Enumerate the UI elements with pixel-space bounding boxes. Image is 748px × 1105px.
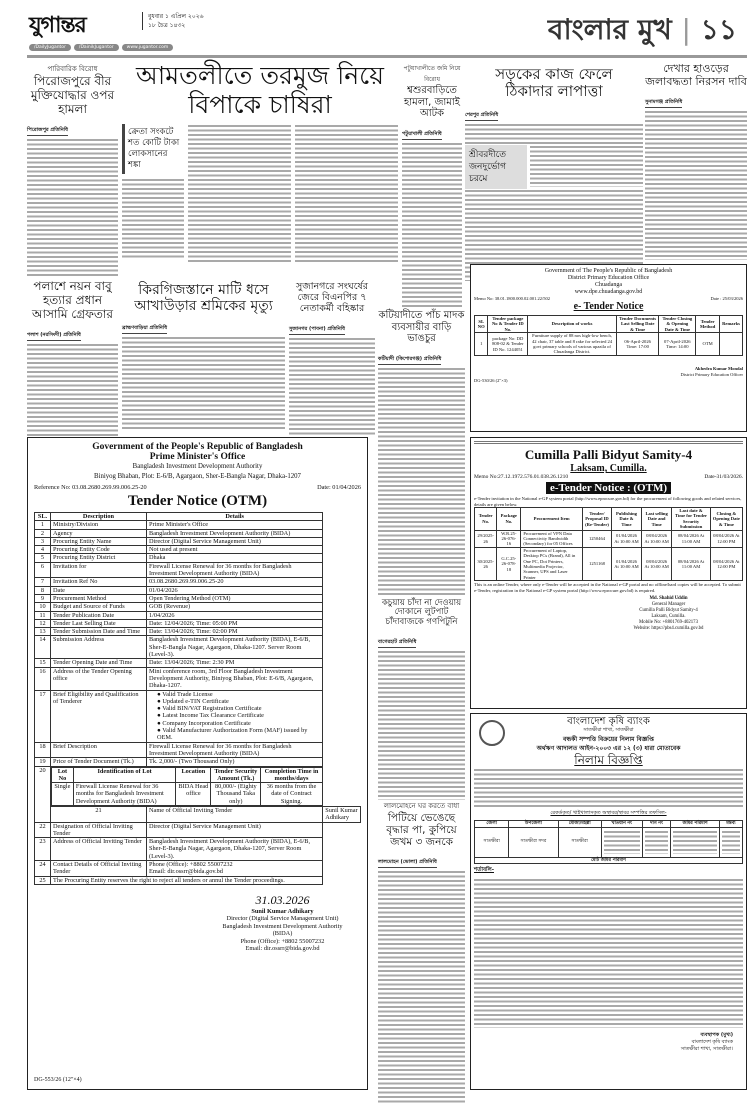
table-cell: 01/04/2026 At 10:00 AM bbox=[612, 530, 642, 547]
headline: পিরোজপুরে বীর মুক্তিযোদ্ধার ওপর হামলা bbox=[30, 74, 115, 116]
headline: সুজানগরে সংঘর্ষের জেরে বিএনপির ৭ নেতাকর্মী বহিষ্কার bbox=[295, 281, 368, 314]
column-header: জেলা bbox=[475, 821, 509, 828]
table-row bbox=[475, 827, 743, 857]
headline: শ্বশুরবাড়িতে হামলা, জামাই আটক bbox=[404, 85, 460, 119]
table-cell: 01/04/2026 At 10:00 AM bbox=[612, 547, 642, 580]
cpbs-table bbox=[474, 507, 743, 581]
table-cell: মোট জমির পরিমাণ bbox=[475, 857, 743, 864]
headline: পিটিয়ে ভেঙেছে বৃদ্ধার পা, কুপিয়ে জখম ৩ জনকে bbox=[386, 811, 457, 848]
signer-line: (BIDA) bbox=[272, 930, 293, 938]
table-cell: সাতক্ষীরা সদর bbox=[509, 827, 558, 857]
table-row bbox=[35, 742, 361, 758]
table-cell: Mini conference room, 3rd Floor Bangladesh Investment Development Authority, Biniyog Bhaban, Plot: E-6/B, Agargaon, Dhaka-1207. bbox=[147, 667, 323, 690]
table-cell: 08/04/2026 At 12:00 PM bbox=[710, 530, 742, 547]
headline: দেখার হাওড়ের জলাবদ্ধতা নিরসন দাবি bbox=[645, 62, 747, 88]
headline: পলাশে নয়ন বাবু হত্যার প্রধান আসামি গ্রেফতার bbox=[31, 279, 114, 321]
column-header: Closing & Opening Date & Time bbox=[710, 508, 742, 531]
article-pirojpur: পারিবারিক বিরোধ পিরোজপুরে বীর মুক্তিযোদ্ধার ওপর হামলা পিরোজপুর প্রতিনিধি bbox=[27, 63, 118, 278]
table-cell: Tender Last Selling Date bbox=[51, 619, 147, 627]
signer-line: General Manager bbox=[651, 602, 686, 608]
table-cell: Address of the Tender Opening office bbox=[51, 667, 147, 690]
pull-quote: শ্রীবরদীতে জনদুর্ভোগ চরমে bbox=[465, 145, 527, 189]
column-header: Lot No bbox=[52, 767, 74, 783]
table-cell: 15 bbox=[35, 659, 51, 667]
table-cell: 4 bbox=[35, 546, 51, 554]
signer-line: Bangladesh Investment Development Authority bbox=[222, 922, 343, 930]
table-row bbox=[35, 546, 361, 554]
table-cell: 1251168 bbox=[582, 547, 611, 580]
table-cell: 24 bbox=[35, 861, 51, 877]
table-cell bbox=[601, 827, 642, 857]
list-item: ● Valid Manufacturer Authorization Form (MAF) issued by OEM. bbox=[157, 727, 308, 742]
list-item: ● Company Incorporation Certificate bbox=[157, 719, 251, 727]
table-cell: 30/2025-26 bbox=[475, 547, 497, 580]
table-cell: 80,000/- (Eighty Thousand Taka only) bbox=[211, 783, 261, 806]
table-cell: 06-April-2026 Time: 17:00 bbox=[616, 333, 659, 356]
column-header: Tender Closing & Opening Date & Time bbox=[659, 316, 696, 333]
table-row bbox=[35, 667, 361, 690]
table-row bbox=[35, 838, 361, 861]
social-link[interactable]: /DainikJugantor bbox=[74, 44, 119, 51]
table-row bbox=[475, 547, 743, 580]
column-header: Tender Method bbox=[696, 316, 720, 333]
table-cell: 13 bbox=[35, 628, 51, 636]
article-sunamganj: দেখার হাওড়ের জলাবদ্ধতা নিরসন দাবি সুনামগঞ্জ প্রতিনিধি bbox=[645, 63, 747, 260]
signature: 31.03.2026 bbox=[255, 892, 310, 907]
table-cell: 9 bbox=[35, 594, 51, 602]
table-cell bbox=[720, 333, 743, 356]
table-cell: GOB (Revenue) bbox=[147, 603, 323, 611]
table-row bbox=[52, 783, 323, 806]
bank-seal-icon bbox=[479, 720, 505, 746]
table-row bbox=[35, 611, 361, 619]
table-cell: 07-April-2026 Time: 14:00 bbox=[659, 333, 696, 356]
column-header: SL NO bbox=[475, 316, 488, 333]
table-cell: Brief Eligibility and Qualification of Tenderer bbox=[51, 690, 147, 742]
social-links bbox=[29, 44, 176, 51]
table-row bbox=[475, 530, 743, 547]
table-cell bbox=[719, 827, 742, 857]
column-header: Package No. bbox=[497, 508, 521, 531]
table-row bbox=[35, 628, 361, 636]
table-row bbox=[35, 690, 361, 742]
table-cell: 1/04/2026 bbox=[147, 611, 323, 619]
table-cell: Procurement of VPN Data Connectivity Bandwidth (Secondary) for 05 Offices bbox=[521, 530, 583, 547]
table-cell: Price of Tender Document (Tk.) bbox=[51, 758, 147, 766]
table-cell: G.C.25-26-078-18 bbox=[497, 547, 521, 580]
table-cell: W.R.25-26-076-16 bbox=[497, 530, 521, 547]
table-row bbox=[35, 619, 361, 627]
section-title: বাংলার মুখ | ১১ bbox=[547, 13, 737, 46]
signer-line: Phone (Office): +8802 55007232 bbox=[240, 937, 325, 945]
column-header: SL. bbox=[35, 513, 51, 521]
notice-title: Tender Notice (OTM) bbox=[127, 493, 268, 509]
table-cell: Bangladesh Investment Development Authority (BIDA) bbox=[147, 529, 323, 537]
column-header: Tender package No & Tender ID No. bbox=[488, 316, 528, 333]
table-cell: The Procuring Entity reserves the right to reject all tenders or annul the Tender proceedings. bbox=[51, 876, 323, 884]
table-cell: Prime Minister's Office bbox=[147, 521, 323, 529]
table-cell: 12 bbox=[35, 619, 51, 627]
table-cell: Single bbox=[52, 783, 74, 806]
table-row bbox=[35, 806, 361, 822]
headline: সড়কের কাজ ফেলে ঠিকাদার লাপাত্তা bbox=[495, 65, 613, 101]
signer-line: Laksam, Cumilla. bbox=[651, 614, 686, 620]
list-item: ● Updated e-TIN Certificate bbox=[157, 697, 229, 705]
table-row bbox=[35, 537, 361, 545]
table-cell: Contact Details of Official Inviting Tender bbox=[51, 861, 147, 877]
pull-quote: ক্রেতা সংকটে শত কোটি টাকা লোকসানের শঙ্কা bbox=[122, 124, 184, 174]
table-cell: Director (Digital Service Management Unit) bbox=[147, 537, 323, 545]
table-row bbox=[35, 659, 361, 667]
table-cell: 10 bbox=[35, 603, 51, 611]
column-header: উপজেলা bbox=[509, 821, 558, 828]
column-header: Publishing Date & Time bbox=[612, 508, 642, 531]
table-cell: Date bbox=[51, 586, 147, 594]
table-cell: 08/04/2026 At 12:00 PM bbox=[710, 547, 742, 580]
article-palash: পলাশে নয়ন বাবু হত্যার প্রধান আসামি গ্রেফতার পলাশ (নরসিংদী) প্রতিনিধি bbox=[27, 280, 118, 438]
article-kyrgyzstan: কিরগিজস্তানে মাটি ধসে আখাউড়ার শ্রমিকের মৃত্যু ব্রাহ্মণবাড়িয়া প্রতিনিধি bbox=[122, 282, 285, 431]
column-header: খতিয়ান নং bbox=[601, 821, 642, 828]
table-cell: 08/04/2026 At 11:00 AM bbox=[672, 547, 710, 580]
table-cell: Not used at present bbox=[147, 546, 323, 554]
table-cell: OTM bbox=[696, 333, 720, 356]
column-header: Details bbox=[147, 513, 323, 521]
column-header: Tender Security Amount (Tk.) bbox=[211, 767, 261, 783]
table-row bbox=[35, 562, 361, 578]
column-header: Location bbox=[176, 767, 211, 783]
column-header: জমির পরিমাণ bbox=[671, 821, 720, 828]
table-cell: Agency bbox=[51, 529, 147, 537]
signer-line: Cumilla Palli Bidyut Samity-4 bbox=[639, 608, 698, 614]
table-cell: Procuring Entity District bbox=[51, 554, 147, 562]
table-cell: 1 bbox=[35, 521, 51, 529]
table-cell: 36 months from the date of Contract Signing. bbox=[261, 783, 323, 806]
table-cell: 7 bbox=[35, 578, 51, 586]
headline: কচুয়ায় চাঁদা না দেওয়ায় দোকানে লুটপাট চাঁদাবাজকে গণপিটুনি bbox=[381, 597, 462, 628]
table-cell: 11 bbox=[35, 611, 51, 619]
table-cell: Bangladesh Investment Development Authority (BIDA), E-6/B, Sher-E-Bangla Nagar, Agargaon, Dhaka-1207. Server Room (Level-3). bbox=[147, 636, 323, 659]
column-header: Tender Documents Last Selling Date & Time bbox=[616, 316, 659, 333]
table-cell: সাতক্ষীরা bbox=[475, 827, 509, 857]
table-cell bbox=[642, 827, 671, 857]
table-row bbox=[35, 636, 361, 659]
dpe-table bbox=[474, 315, 743, 356]
article-amtoli bbox=[122, 62, 398, 264]
table-cell: 6 bbox=[35, 562, 51, 578]
table-cell: Firewall License Renewal for 36 months for Bangladesh Investment Development Authority (BIDA) bbox=[147, 562, 323, 578]
krishi-bank-auction-notice: বাংলাদেশ কৃষি ব্যাংক সাতক্ষীরা শাখা, সাতক্ষীরা বন্ধকী সম্পত্তি বিক্রয়ের নিলাম বিজ্ঞপ্তি অর্থঋণ আদালত আইন-২০০৩ এর ১২ (৩) ধারা মোতাবেক নিলাম বিজ্ঞপ্তি রেকর্ডকৃত/ খাইখালাসকৃত অস্থাবর/স্থাবর সম্পত্তির তফসিল- জেলা উপজেলা মৌজা/মহল্লা খতিয়ান নং দাগ নং জমির পরিমাণ মন্তব্য সাতক্ষীরা সাতক্ষীরা সদর সাতক্ষীরা মোট জমির পরিমাণ শর্তাবলি- ব্যবস্থাপক (মুখ্য) বাংলাদেশ কৃষি ব্যাংক সাতক্ষীরা শাখা, সাতক্ষীরা। bbox=[470, 713, 747, 1090]
signer-line: Director (Digital Service Management Unit) bbox=[226, 915, 339, 923]
table-cell: 03.08.2680.269.99.006.25-20 bbox=[147, 578, 323, 586]
table-cell: 23 bbox=[35, 838, 51, 861]
table-cell: Brief Description bbox=[51, 742, 147, 758]
table-cell: Procuring Entity Name bbox=[51, 537, 147, 545]
article-sherpur: সড়কের কাজ ফেলে ঠিকাদার লাপাত্তা শেরপুর প্রতিনিধি শ্রীবরদীতে জনদুর্ভোগ চরমে bbox=[465, 66, 643, 281]
social-link[interactable]: www.jugantor.com bbox=[122, 44, 174, 51]
table-row bbox=[35, 603, 361, 611]
tender-table bbox=[34, 512, 361, 885]
table-cell: BIDA Head office bbox=[176, 783, 211, 806]
table-cell: Ministry/Division bbox=[51, 521, 147, 529]
table-cell: Procuring Entity Code bbox=[51, 546, 147, 554]
table-row bbox=[35, 758, 361, 766]
table-cell: 08/04/2026 At 10:00 AM bbox=[641, 530, 672, 547]
table-cell: Tender Publication Date bbox=[51, 611, 147, 619]
table-cell: Tender Submission Date and Time bbox=[51, 628, 147, 636]
table-row bbox=[35, 554, 361, 562]
dpe-tender-notice: Government of The People's Republic of Bangladesh District Primary Education Office Chuadanga www.dpe.chuadanga.gov.bd Memo No: 38.01.1800.000.02.001.22/502 Date : 25/03/2026 e- Tender Notice SL NO Tender package No & Tender ID No. Description of works Tender Documents Last Selling Date & Time Tender Closing & Opening Date & Time Tender Method Remarks 1 package No: DD 808-02 & Tender ID No. 1244051 Furniture supply of 88 nos high-low bench, 42 chair, 37 table and 8 rake for selected 24 govt primary schools of various upazila of Chuadanga District. 06-April-2026 Time: 17:00 07-April-2026 Time: 14:00 OTM Akhedra Kumar Mondal District Primary Education Officer DG-530/26 (2"×3) bbox=[470, 264, 747, 432]
column-header: Identification of Lot bbox=[73, 767, 176, 783]
table-cell: 8 bbox=[35, 586, 51, 594]
table-cell: Firewall License Renewal for 36 months for Bangladesh Investment Development Authority (BIDA) bbox=[73, 783, 176, 806]
table-cell: 08/04/2026 At 10:00 AM bbox=[641, 547, 672, 580]
column-header: Remarks bbox=[720, 316, 743, 333]
list-item: ● Valid BIN/VAT Registration Certificate bbox=[157, 705, 262, 713]
headline: কিরগিজস্তানে মাটি ধসে আখাউড়ার শ্রমিকের মৃত্যু bbox=[134, 282, 273, 315]
headline: আমতলীতে তরমুজ নিয়ে বিপাকে চাষিরা bbox=[136, 61, 384, 119]
table-cell bbox=[671, 827, 720, 857]
list-item: ● Valid Trade License bbox=[157, 690, 213, 698]
column-header: Last selling Date and Time bbox=[641, 508, 672, 531]
date: বুধবার ১ এপ্রিল ২০২৬ ১৮ চৈত্র ১৪৩২ bbox=[142, 12, 204, 30]
table-cell: Invitation for bbox=[51, 562, 147, 578]
reference-no: Reference No: 03.08.2680.269.99.006.25-20 bbox=[34, 484, 147, 491]
column-header: Procurement Item bbox=[521, 508, 583, 531]
table-row bbox=[35, 876, 361, 884]
column-header: Description of works bbox=[528, 316, 617, 333]
column-header: মন্তব্য bbox=[719, 821, 742, 828]
column-header: Last date & Time for Tender Security Submission bbox=[672, 508, 710, 531]
table-header-row bbox=[475, 508, 743, 531]
table-cell: Phone (Office): +8802 55007232 Email: dir.ossrr@bida.gov.bd bbox=[147, 861, 323, 877]
table-row bbox=[35, 586, 361, 594]
article-patuakhali: পটুয়াখালীতে জমি নিয়ে বিরোধ শ্বশুরবাড়িতে হামলা, জামাই আটক পটুয়াখালী প্রতিনিধি bbox=[402, 63, 462, 307]
article-sujanagar: সুজানগরে সংঘর্ষের জেরে বিএনপির ৭ নেতাকর্মী বহিষ্কার সুজানগর (পাবনা) প্রতিনিধি bbox=[289, 282, 375, 437]
bida-tender-notice: Government of the People's Republic of Bangladesh Prime Minister's Office Bangladesh Investment Development Authority Biniyog Bhaban, Plot: E-6/B, Agargaon, Sher-E-Bangla Nagar, Dhaka-1207 Reference No: 03.08.2680.269.99.006.25-20 Date: 01/04/2026 Tender Notice (OTM) SL. Description Details 1 Ministry/Division Prime Minister's Office 2 Agency Bangladesh Investment Development Authority (BIDA) 3 Procuring Entity Name Director (Digital Service Management Unit) 4 Procuring Entity Code Not used at present 5 Procuring Entity District Dhaka 6 Invitation for Firewall License Renewal for 36 months for Bangladesh Investment Development Authority (BIDA) 7 Invitation Ref No 03.08.2680.269.99.006.25-20 8 Date 01/04/2026 9 Procurement Method Open Tendering Method (OTM) 10 Budget and Source of Funds GOB (Revenue) 11 Tender Publication Date 1/04/2026 12 Tender Last Selling Date Date: 12/04/2026; Time: 05:00 PM 13 Tender Submission Date and Time Date: 13/04/2026; Time: 02:00 PM 14 Submission Address Bangladesh Investment Development Authority (BIDA), E-6/B, Sher-E-Bangla Nagar, Agargaon, Dhaka-1207. Server Room (Level-3). 15 Tender Opening Date and Time Date: 13/04/2026; Time: 2:30 PM 16 Address of the Tender Opening office Mini conference room, 3rd Floor Bangladesh Investment Development Authority, Biniyog Bhaban, Plot: E-6/B, Agargaon, Dhaka-1207. 17 Brief Eligibility and Qualification of Tenderer ● Valid Trade License ● Updated e-TIN Certificate ● Valid BIN/VAT Registration Certificate ● Latest Income Tax Clearance Certificate ● Company Incorporation Certificate ● Valid Manufacturer Authorization Form (MAF) issued by OEM. 18 Brief Description Firewall License Renewal for 36 months for Bangladesh Investment Development Authority (BIDA) 19 Price of Tender Document (Tk.) Tk. 2,000/- (Two Thousand Only) 20 Lot No Identification of Lot Location Tender Security Amount (Tk.) Completion Time in months/days Single Firewall License Renewal for 36 months for Bangladesh Investment Development Authority (BIDA) BIDA Head office 80,000/- (Eighty Thousand Taka only) 36 months from the date of Contract Signing. 21 Name of Official Inviting Tender Sunil Kumar Adhikary 22 Designation of Official Inviting Tender Director (Digital Service Management Unit) 23 Address of Official Inviting Tender Bangladesh Investment Development Authority (BIDA), E-6/B, Sher-E-Bangla Nagar, Agargaon, Dhaka-1207, Server Room (Level-3). 24 Contact Details of Official Inviting Tender Phone (Office): +8802 55007232 Email: dir.ossrr@bida.gov.bd 25 The Procuring Entity reserves the right to reject all tenders or annul the Tender proceedings. 31.03.2026 Sunil Kumar Adhikary Director (Digital Service Management Unit) Bangladesh Investment Development Authority (BIDA) Phone (Office): +8802 55007232 Email: dir.ossrr@bida.gov.bd DG-553/26 (12"×4) bbox=[27, 437, 368, 1090]
table-cell: 01/04/2026 bbox=[147, 586, 323, 594]
social-link[interactable]: /DailyJugantor bbox=[29, 44, 71, 51]
lot-table bbox=[51, 767, 323, 806]
logo: যুগান্তর bbox=[29, 13, 86, 38]
column-header: Description bbox=[51, 513, 147, 521]
table-cell: 3 bbox=[35, 537, 51, 545]
table-cell: Open Tendering Method (OTM) bbox=[147, 594, 323, 602]
table-cell: 16 bbox=[35, 667, 51, 690]
table-cell: Budget and Source of Funds bbox=[51, 603, 147, 611]
table-row bbox=[35, 529, 361, 537]
table-cell: 20 bbox=[35, 766, 51, 822]
list-item: ● Latest Income Tax Clearance Certificate bbox=[157, 712, 264, 720]
column-header: Tender/ Proposal ID (Re-Tender) bbox=[582, 508, 611, 531]
table-cell: 17 bbox=[35, 690, 51, 742]
cpbs-tender-notice: Cumilla Palli Bidyut Samity-4 Laksam, Cumilla. Memo No:27.12.1972.576.01.038.26.1210 Date-31/03/2026. e-Tender Notice : (OTM) e-Tender invitation in the National e-GP system portal (http://www.eprocure.gov.bd) for the procurement of following goods and related services, details are given below. Tender No. Package No. Procurement Item Tender/ Proposal ID (Re-Tender) Publishing Date & Time Last selling Date and Time Last date & Time for Tender Security Submission Closing & Opening Date & Time 29/2025-26 W.R.25-26-076-16 Procurement of VPN Data Connectivity Bandwidth (Secondary) for 05 Offices 1250464 01/04/2026 At 10:00 AM 08/04/2026 At 10:00 AM 08/04/2026 At 11:00 AM 08/04/2026 At 12:00 PM 30/2025-26 G.C.25-26-078-18 Procurement of Laptop, Desktop PCs (Brand), All in One PC, Dot Printers, Multimedia Projector, Scanner, UPS and Laser Printer 1251168 01/04/2026 At 10:00 AM 08/04/2026 At 10:00 AM 08/04/2026 At 11:00 AM 08/04/2026 At 12:00 PM This is an online Tender, where only e-Tender will be accepted in the National e-GP portal and no offline/hard copies will be accepted. To submit e-Tender, registration in the National e-GP system portal (http://www.eprocure.gov.bd) is required. Md. Shahid Uddin General Manager Cumilla Palli Bidyut Samity-4 Laksam, Cumilla. Mobile No: +8801769-402173 Website: https://pbs4.cumilla.gov.bd bbox=[470, 437, 747, 709]
signer-line: Mobile No: +8801769-402173 bbox=[639, 620, 698, 626]
table-cell: Date: 13/04/2026; Time: 02:00 PM bbox=[147, 628, 323, 636]
table-cell: 1250464 bbox=[582, 530, 611, 547]
table-row bbox=[35, 578, 361, 586]
total-row bbox=[475, 857, 743, 864]
table-cell: Name of Official Inviting Tender bbox=[147, 806, 323, 822]
table-cell: package No: DD 808-02 & Tender ID No. 1244051 bbox=[488, 333, 528, 356]
column-header: Tender No. bbox=[475, 508, 497, 531]
table-cell: 18 bbox=[35, 742, 51, 758]
table-row bbox=[35, 822, 361, 838]
signer-line: Email: dir.ossrr@bida.gov.bd bbox=[245, 945, 320, 953]
table-cell: Dhaka bbox=[147, 554, 323, 562]
table-cell: Procurement of Laptop, Desktop PCs (Brand), All in One PC, Dot Printers, Multimedia Projector, Scanner, UPS and Laser Printer bbox=[521, 547, 583, 580]
lot-header-row bbox=[35, 766, 361, 806]
table-cell: Date: 13/04/2026; Time: 2:30 PM bbox=[147, 659, 323, 667]
table-row bbox=[35, 521, 361, 529]
masthead bbox=[27, 6, 747, 58]
column-header: দাগ নং bbox=[642, 821, 671, 828]
eligibility-list bbox=[147, 690, 323, 742]
table-cell: 29/2025-26 bbox=[475, 530, 497, 547]
table-cell: 5 bbox=[35, 554, 51, 562]
table-header-row bbox=[35, 513, 361, 521]
table-cell: 25 bbox=[35, 876, 51, 884]
column-header: Completion Time in months/days bbox=[261, 767, 323, 783]
table-cell: 08/04/2026 At 11:00 AM bbox=[672, 530, 710, 547]
table-cell: Designation of Official Inviting Tender bbox=[51, 822, 147, 838]
table-cell: Address of Official Inviting Tender bbox=[51, 838, 147, 861]
table-cell: 19 bbox=[35, 758, 51, 766]
table-cell: Procurement Method bbox=[51, 594, 147, 602]
table-row bbox=[35, 861, 361, 877]
property-table bbox=[474, 820, 743, 864]
table-cell: 22 bbox=[35, 822, 51, 838]
table-cell: Furniture supply of 88 nos high-low bench, 42 chair, 37 table and 8 rake for selected 24 govt primary schools of various upazila of Chuadanga District. bbox=[528, 333, 617, 356]
table-cell: Date: 12/04/2026; Time: 05:00 PM bbox=[147, 619, 323, 627]
table-row bbox=[35, 594, 361, 602]
table-cell: 21 bbox=[51, 806, 147, 822]
table-cell: Invitation Ref No bbox=[51, 578, 147, 586]
headline: কটিয়াদীতে পাঁচ মাদক ব্যবসায়ীর বাড়ি ভাঙচুর bbox=[378, 310, 465, 344]
table-cell: Sunil Kumar Adhikary bbox=[323, 806, 361, 822]
table-cell: Tk. 2,000/- (Two Thousand Only) bbox=[147, 758, 323, 766]
article-katiadi: কটিয়াদীতে পাঁচ মাদক ব্যবসায়ীর বাড়ি ভাঙচুর কটিয়াদী (কিশোরগঞ্জ) প্রতিনিধি কচুয়ায় চাঁদা না দেওয়ায় দোকানে লুটপাট চাঁদাবাজকে গণপিটুনি বাগেরহাট প্রতিনিধি লালমোহনে ঘর করতে বাধা পিটিয়ে ভেঙেছে বৃদ্ধার পা, কুপিয়ে জখম ৩ জনকে লালমোহন (ভোলা) প্রতিনিধি bbox=[378, 310, 465, 1105]
table-cell: Firewall License Renewal for 36 months for Bangladesh Investment Development Authority (BIDA) bbox=[147, 742, 323, 758]
table-cell: সাতক্ষীরা bbox=[558, 827, 601, 857]
table-cell: 2 bbox=[35, 529, 51, 537]
table-cell: Tender Opening Date and Time bbox=[51, 659, 147, 667]
table-cell: Submission Address bbox=[51, 636, 147, 659]
table-cell: 14 bbox=[35, 636, 51, 659]
page-number: ১১ bbox=[700, 13, 737, 46]
column-header: মৌজা/মহল্লা bbox=[558, 821, 601, 828]
signer-line: Website: https://pbs4.cumilla.gov.bd bbox=[633, 626, 704, 632]
table-cell: Director (Digital Service Management Unit) bbox=[147, 822, 323, 838]
table-cell: Bangladesh Investment Development Authority (BIDA), E-6/B, Sher-E-Bangla Nagar, Agargaon, Dhaka-1207, Server Room (Level-3). bbox=[147, 838, 323, 861]
table-cell: 1 bbox=[475, 333, 488, 356]
